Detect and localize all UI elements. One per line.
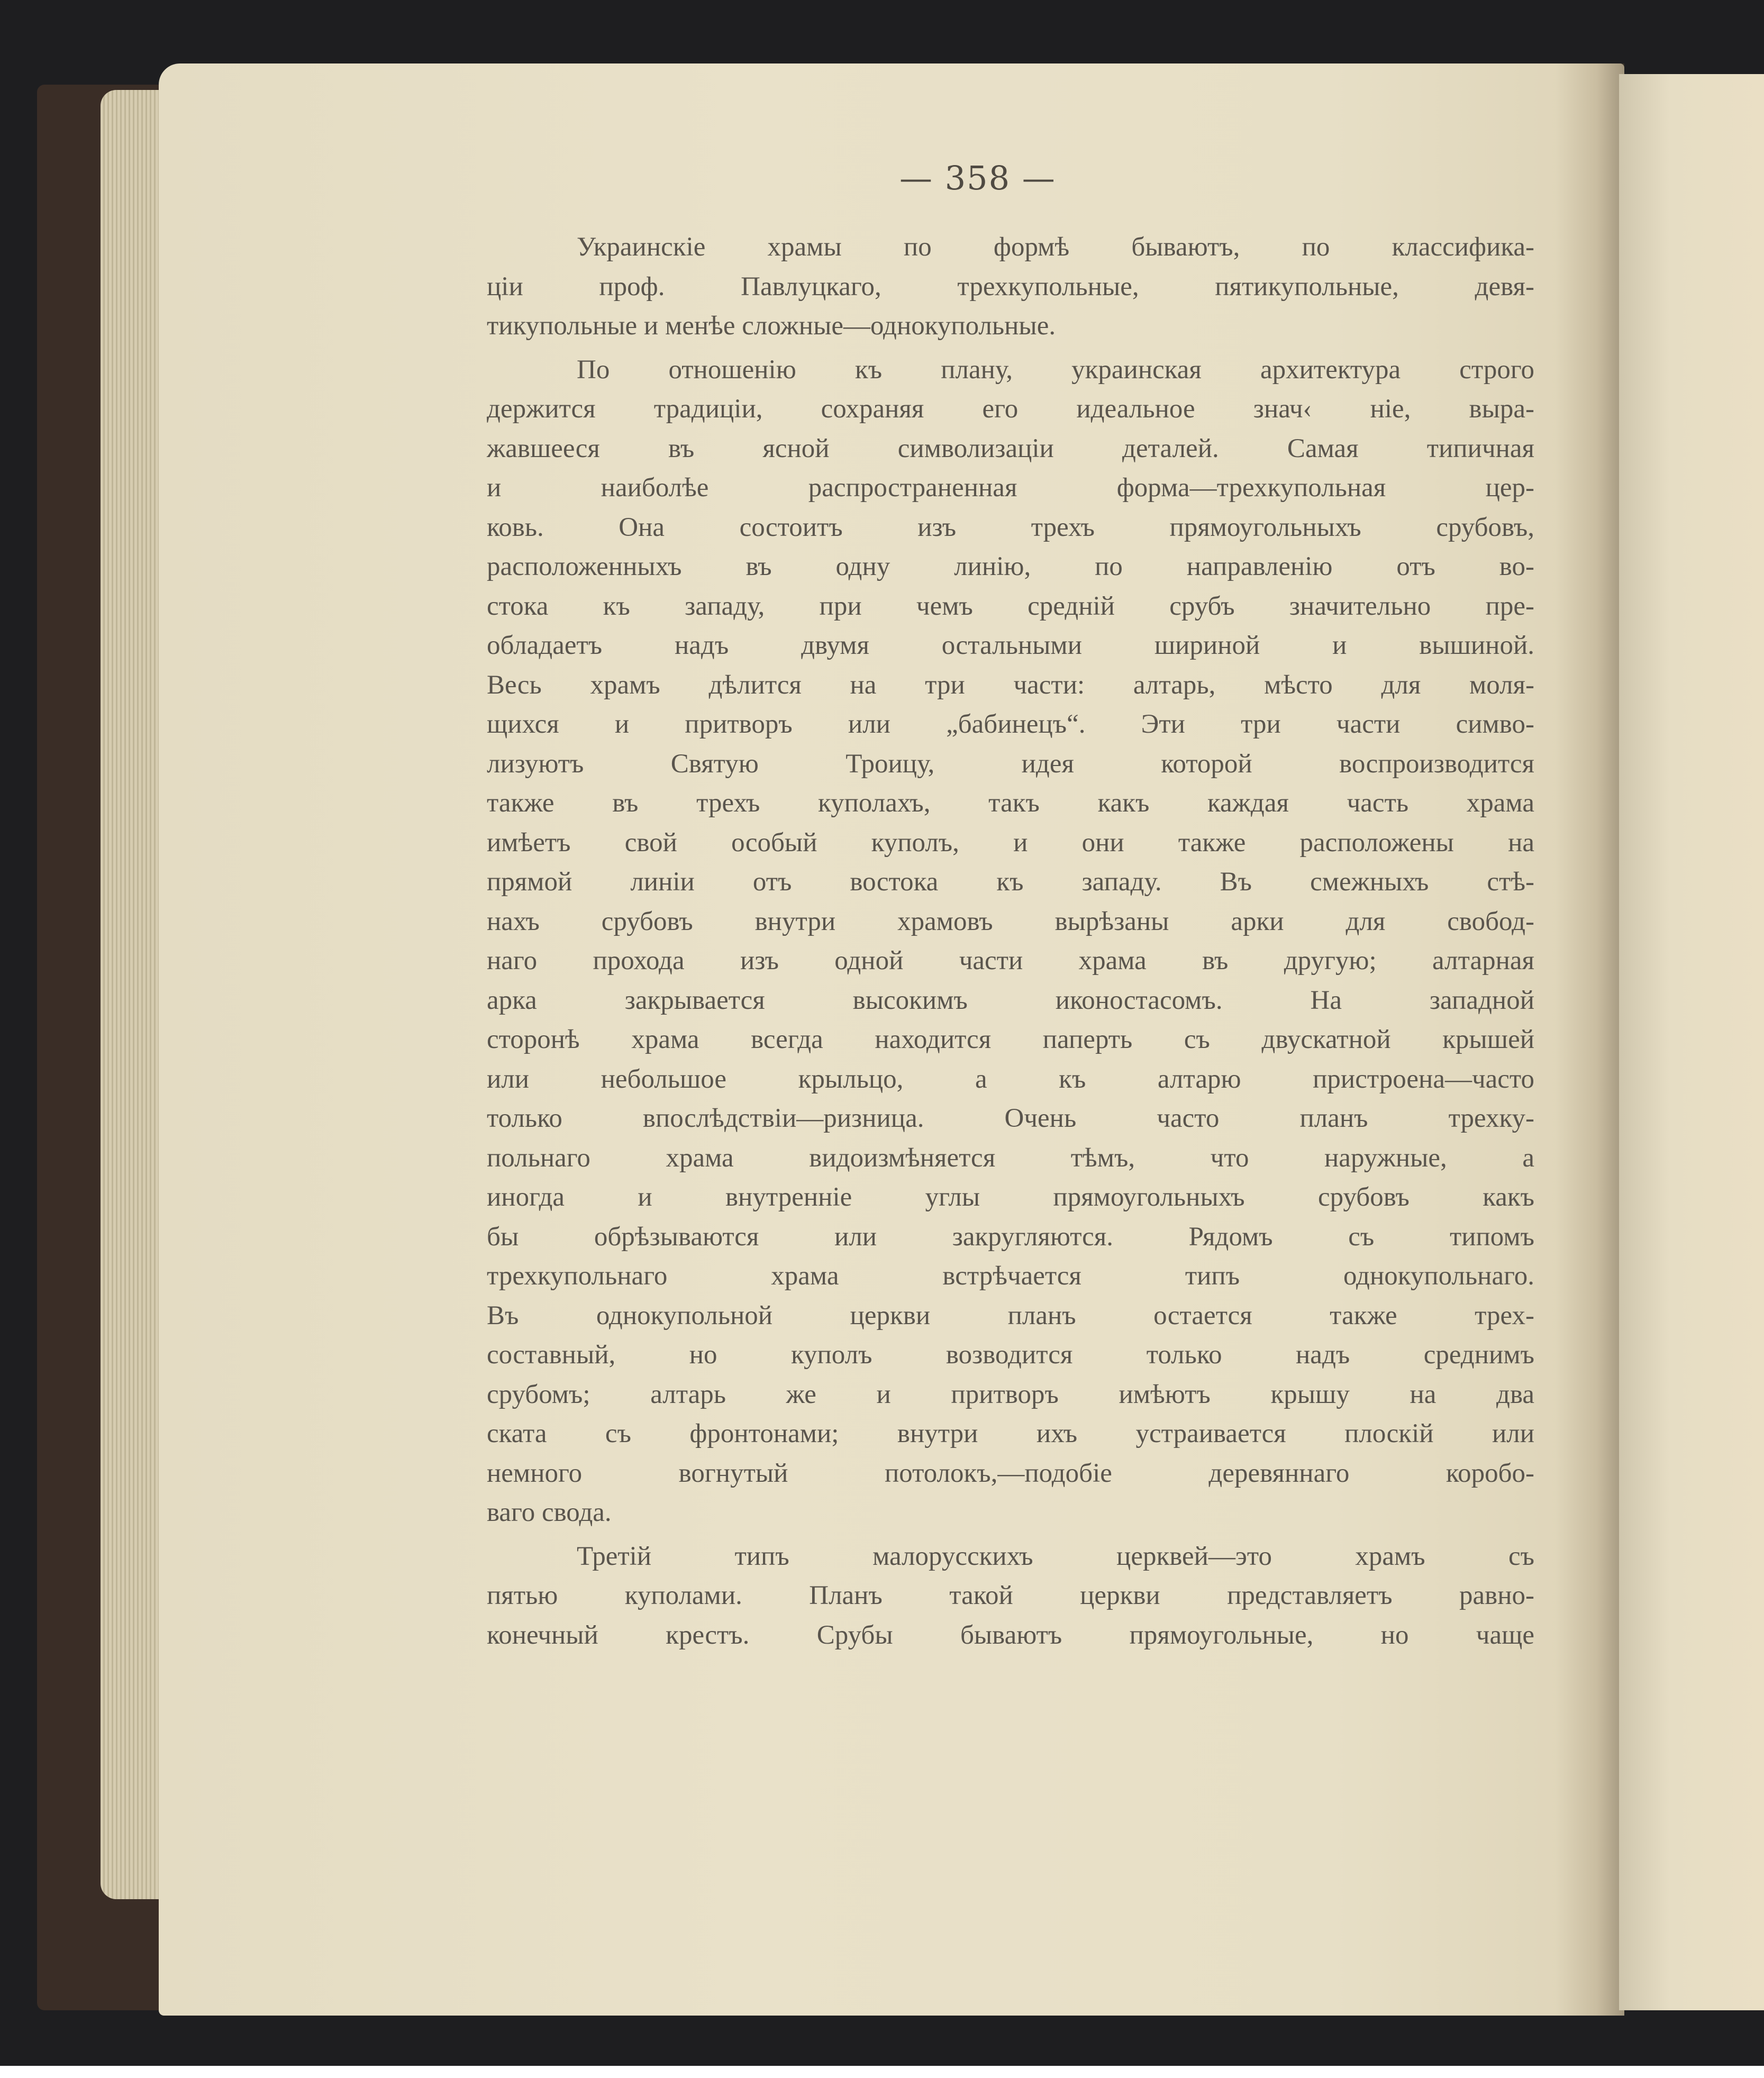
text-line: иногда и внутренніе углы прямоугольныхъ срубовъ какъ — [487, 1182, 1534, 1212]
text-line: немного вогнутый потолокъ,—подобіе деревяннаго коробо- — [487, 1458, 1534, 1488]
text-line: пятью куполами. Планъ такой церкви представляетъ равно- — [487, 1581, 1534, 1610]
page-gutter-shadow — [1556, 63, 1624, 2016]
paragraph — [487, 1537, 1534, 1655]
paragraph — [487, 227, 1534, 346]
scan-bottom-margin — [0, 2066, 1764, 2078]
text-line: стока къ западу, при чемъ средній срубъ значительно пре- — [487, 591, 1534, 621]
page-number: — 358 — — [899, 159, 1056, 197]
text-line: жавшееся въ ясной символизаціи деталей. Самая типичная — [487, 433, 1534, 463]
text-line: наго прохода изъ одной части храма въ другую; алтарная — [487, 946, 1534, 976]
text-line: Весь храмъ дѣлится на три части: алтарь, мѣсто для моля- — [487, 670, 1534, 700]
text-line: сторонѣ храма всегда находится паперть съ двускатной крышей — [487, 1025, 1534, 1054]
text-line: польнаго храма видоизмѣняется тѣмъ, что наружные, а — [487, 1143, 1534, 1173]
text-line: Третій типъ малорусскихъ церквей—это храмъ съ — [577, 1541, 1534, 1571]
text-line: лизуютъ Святую Троицу, идея которой воспроизводится — [487, 749, 1534, 779]
text-line: трехкупольнаго храма встрѣчается типъ однокупольнаго. — [487, 1261, 1534, 1291]
text-line: и наиболѣе распространенная форма—трехкупольная цер- — [487, 473, 1534, 503]
text-line: держится традиціи, сохраняя его идеальное знач‹ ніе, выра- — [487, 394, 1534, 424]
text-line: бы обрѣзываются или закругляются. Рядомъ съ типомъ — [487, 1222, 1534, 1252]
text-line: Въ однокупольной церкви планъ остается также трех- — [487, 1300, 1534, 1330]
text-line: составный, но куполъ возводится только надъ среднимъ — [487, 1340, 1534, 1370]
text-line: только впослѣдствіи—ризница. Очень часто планъ трехку- — [487, 1104, 1534, 1133]
text-line: или небольшое крыльцо, а къ алтарю пристроена—часто — [487, 1064, 1534, 1094]
text-line: ваго свода. — [487, 1498, 612, 1527]
text-line: срубомъ; алтарь же и притворъ имѣютъ крышу на два — [487, 1379, 1534, 1409]
text-line: также въ трехъ куполахъ, такъ какъ каждая часть храма — [487, 788, 1534, 818]
text-line: ската съ фронтонами; внутри ихъ устраивается плоскій или — [487, 1419, 1534, 1448]
text-line: обладаетъ надъ двумя остальными шириной и вышиной. — [487, 631, 1534, 660]
text-line: ціи проф. Павлуцкаго, трехкупольные, пятикупольные, девя- — [487, 271, 1534, 302]
body-text — [487, 227, 1534, 1655]
text-line: ковь. Она состоитъ изъ трехъ прямоугольныхъ срубовъ, — [487, 512, 1534, 542]
text-line: щихся и притворъ или „бабинецъ“. Эти три части симво- — [487, 709, 1534, 739]
text-line: Украинскіе храмы по формѣ бываютъ, по классифика- — [577, 232, 1534, 262]
paragraph — [487, 350, 1534, 1533]
text-line: По отношенію къ плану, украинская архитектура строго — [577, 354, 1534, 385]
text-line: прямой линіи отъ востока къ западу. Въ смежныхъ стѣ- — [487, 867, 1534, 897]
text-line: имѣетъ свой особый куполъ, и они также расположены на — [487, 827, 1534, 858]
text-line: расположенныхъ въ одну линію, по направленію отъ во- — [487, 552, 1534, 581]
text-line: конечный крестъ. Срубы бываютъ прямоугольные, но чаще — [487, 1620, 1534, 1650]
text-line: нахъ срубовъ внутри храмовъ вырѣзаны арки для свобод- — [487, 906, 1534, 936]
right-page-edge — [1619, 74, 1764, 2010]
text-line: арка закрывается высокимъ иконостасомъ. На западной — [487, 985, 1534, 1015]
text-line: тикупольные и менѣе сложные—однокупольные. — [487, 311, 1056, 341]
